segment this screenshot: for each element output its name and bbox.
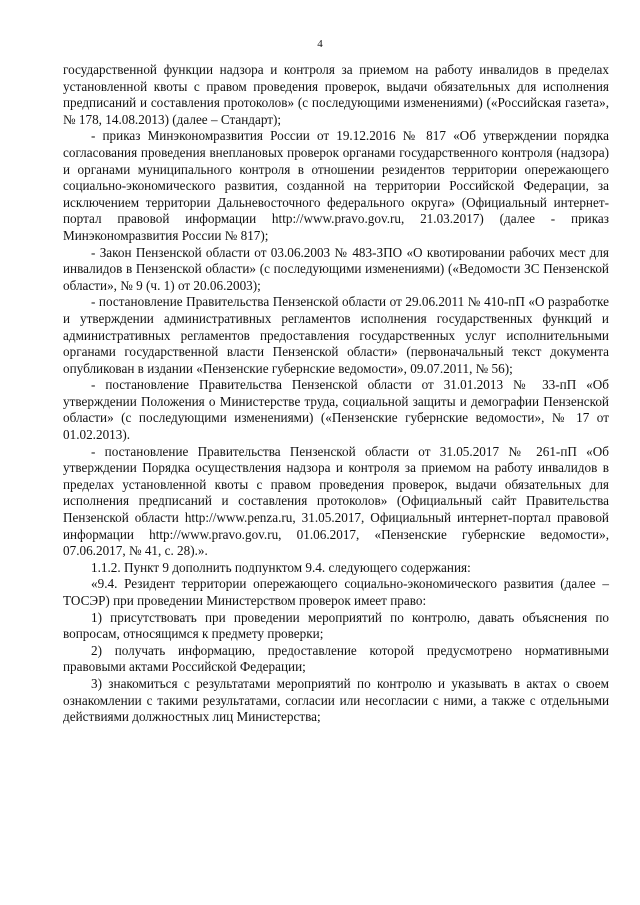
paragraph-right-1: 1) присутствовать при проведении мероприятий по контролю, давать объяснения по вопросам, относящимся к предмету проверки; [63, 609, 609, 642]
document-body [63, 62, 609, 726]
paragraph-law-483: - Закон Пензенской области от 03.06.2003 № 483-ЗПО «О квотировании рабочих мест для инвалидов в Пензенской области» (с последующими изменениями) («Ведомости ЗС Пензенской области», № 9 (ч. 1) от 20.06.2003); [63, 244, 609, 293]
paragraph-clause-1-1-2: 1.1.2. Пункт 9 дополнить подпунктом 9.4. следующего содержания: [91, 559, 471, 575]
page-number: 4 [317, 38, 323, 50]
paragraph-clause-9-4: «9.4. Резидент территории опережающего социально-экономического развития (далее – ТОСЭР) при проведении Министерством проверок имеет право: [63, 576, 609, 608]
paragraph-order-817: - приказ Минэкономразвития России от 19.12.2016 № 817 «Об утверждении порядка согласования проведения внеплановых проверок органами государственного контроля (надзора) и органами муниципального контроля в отношении резидентов территории опережающего социально-экономического развития, созданной на территории Российской Федерации, за исключением территории Дальневосточного федерального округа» (Официальный интернет-портал правовой информации http://www.pravo.gov.ru, 21.03.2017) (далее - приказ Минэкономразвития России № 817); [63, 128, 609, 243]
paragraph-right-2: 2) получать информацию, предоставление которой предусмотрено нормативными правовыми актами Российской Федерации; [63, 642, 609, 675]
paragraph-right-3: 3) знакомиться с результатами мероприятий по контролю и указывать в актах о своем ознакомлении с такими результатами, согласии или несогласии с ними, а также с отдельными действиями должностных лиц Министерства; [63, 675, 609, 725]
paragraph-standard-continuation: государственной функции надзора и контроля за приемом на работу инвалидов в пределах установленной квоты с правом проведения проверок, выдачи обязательных для исполнения предписаний и составления протоколов» (с последующими изменениями) («Российская газета», № 178, 14.08.2013) (далее – Стандарт); [63, 62, 609, 127]
paragraph-resolution-33: - постановление Правительства Пензенской области от 31.01.2013 № 33-пП «Об утверждении Положения о Министерстве труда, социальной защиты и демографии Пензенской области» (с последующими изменениями) («Пензенские губернские ведомости», № 17 от 01.02.2013). [63, 377, 609, 443]
paragraph-resolution-410: - постановление Правительства Пензенской области от 29.06.2011 № 410-пП «О разработке и утверждении административных регламентов исполнения государственных функций и административных регламентов предоставления государственных услуг исполнительными органами государственной власти Пензенской области» (первоначальный текст документа опубликован в издании «Пензенские губернские ведомости», 09.07.2011, № 56); [63, 294, 609, 376]
paragraph-resolution-261: - постановление Правительства Пензенской области от 31.05.2017 № 261-пП «Об утверждении Порядка осуществления надзора и контроля за приемом на работу инвалидов в пределах установленной квоты с правом проведения проверок, выдачи обязательных для исполнения предписаний и составления протоколов» (Официальный сайт Правительства Пензенской области http://www.penza.ru, 31.05.2017, Официальный интернет-портал правовой информации http://www.pravo.gov.ru, 01.06.2017, «Пензенские губернские ведомости», 07.06.2017, № 41, с. 28).». [63, 443, 609, 559]
